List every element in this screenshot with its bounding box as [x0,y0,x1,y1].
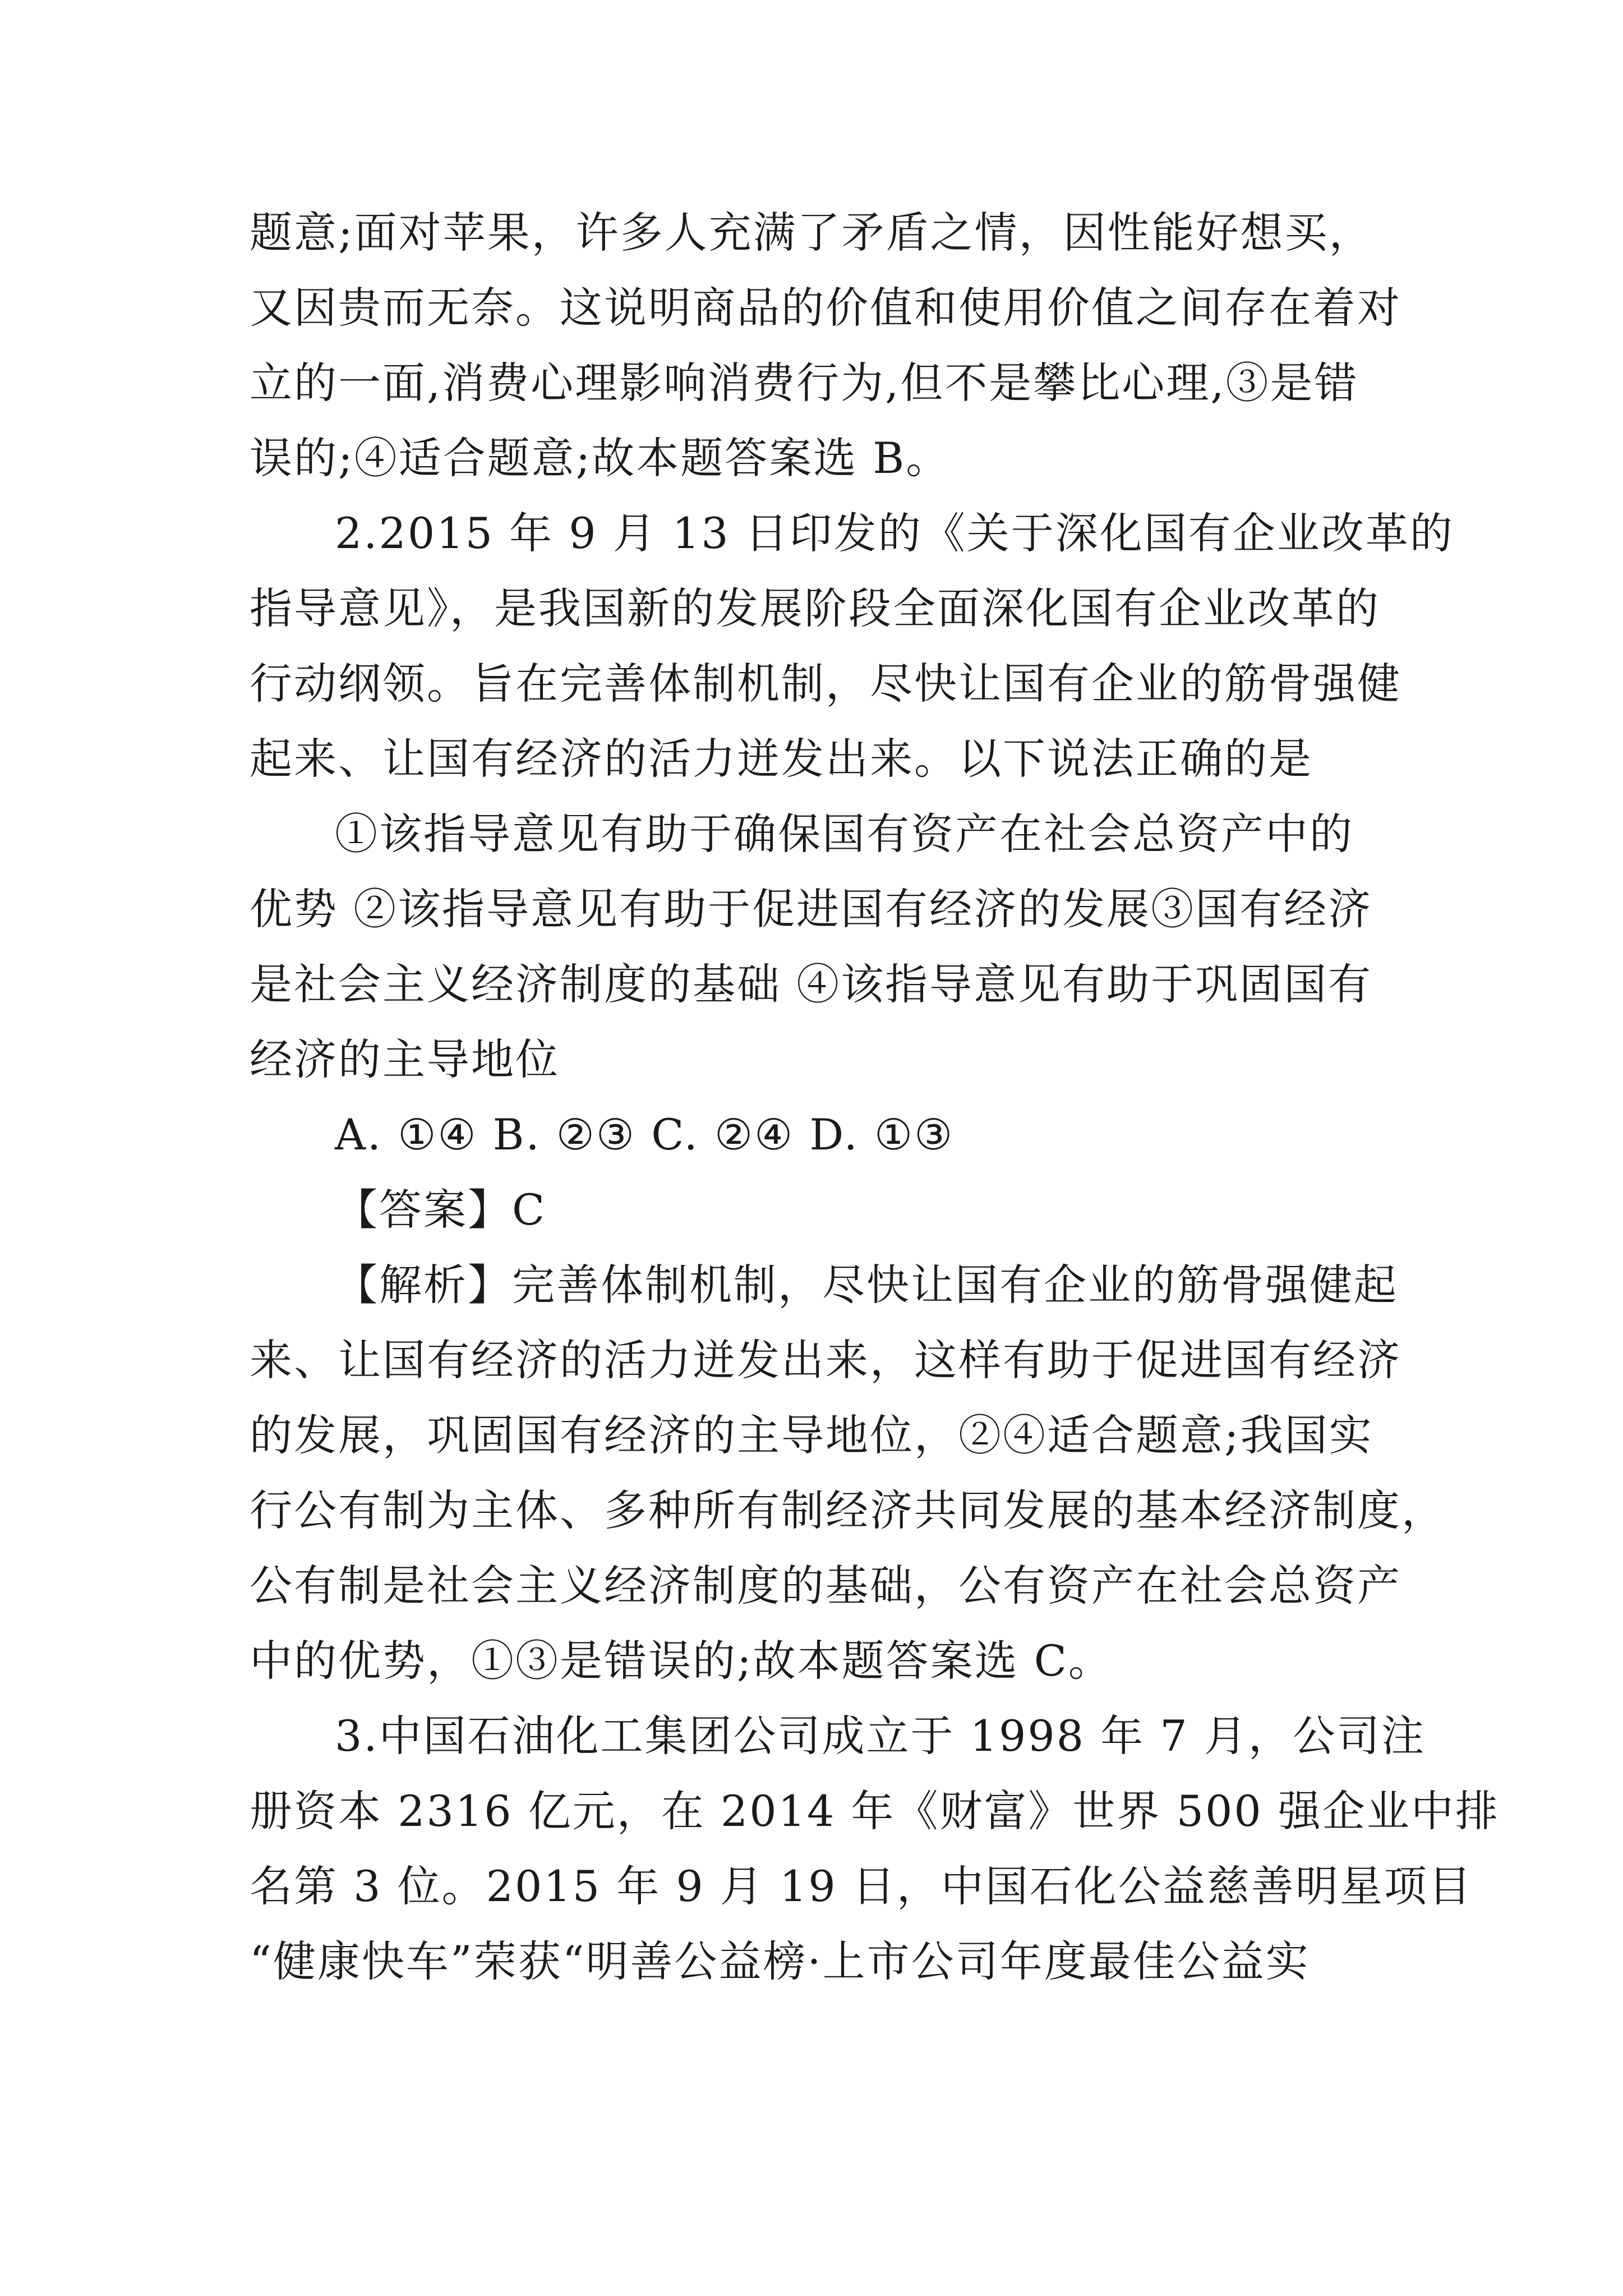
text-line: 起来、让国有经济的活力迸发出来。以下说法正确的是 [250,734,1313,784]
text-line: 中的优势，①③是错误的;故本题答案选 C。 [250,1636,1113,1686]
text-line: 2.2015 年 9 月 13 日印发的《关于深化国有企业改革的 [335,508,1454,558]
text-line: 名第 3 位。2015 年 9 月 19 日，中国石化公益慈善明星项目 [250,1861,1473,1911]
text-line: “健康快车”荣获“明善公益榜·上市公司年度最佳公益实 [250,1936,1310,1986]
text-line: 误的;④适合题意;故本题答案选 B。 [250,433,951,483]
paragraph-question-3-stem [250,1699,1500,1999]
text-line: 题意;面对苹果，许多人充满了矛盾之情，因性能好想买， [250,208,1373,257]
text-line: 行公有制为主体、多种所有制经济共同发展的基本经济制度， [250,1485,1446,1535]
text-line: 又因贵而无奈。这说明商品的价值和使用价值之间存在着对 [250,283,1401,333]
document-body [250,195,1500,1999]
paragraph-question-2-analysis [250,1248,1446,1699]
text-line: 3.中国石油化工集团公司成立于 1998 年 7 月，公司注 [335,1711,1426,1761]
text-line: 【答案】C [335,1185,547,1235]
text-line: 册资本 2316 亿元，在 2014 年《财富》世界 500 强企业中排 [250,1786,1500,1836]
paragraph-continued-analysis [250,195,1401,496]
text-line: 行动纲领。旨在完善体制机制，尽快让国有企业的筋骨强健 [250,659,1401,708]
text-line: 指导意见》，是我国新的发展阶段全面深化国有企业改革的 [250,583,1380,633]
text-line: 经济的主导地位 [250,1034,560,1084]
text-line: 的发展，巩固国有经济的主导地位，②④适合题意;我国实 [250,1410,1373,1460]
text-line: 是社会主义经济制度的基础 ④该指导意见有助于巩固国有 [250,959,1373,1009]
paragraph-question-2-options [250,1097,1382,1172]
text-line: 立的一面,消费心理影响消费行为,但不是攀比心理,③是错 [250,358,1359,408]
text-line: 优势 ②该指导意见有助于促进国有经济的发展③国有经济 [250,884,1373,934]
paragraph-question-2-stem [250,496,1454,797]
paragraph-question-2-statements [250,797,1382,1097]
paragraph-question-2-answer [250,1172,1382,1248]
text-line: 【解析】完善体制机制，尽快让国有企业的筋骨强健起 [335,1260,1398,1310]
text-line: ①该指导意见有助于确保国有资产在社会总资产中的 [335,809,1354,859]
text-line: A. ①④ B. ②③ C. ②④ D. ①③ [335,1110,955,1159]
text-line: 来、让国有经济的活力迸发出来，这样有助于促进国有经济 [250,1335,1401,1385]
text-line: 公有制是社会主义经济制度的基础，公有资产在社会总资产 [250,1561,1401,1611]
